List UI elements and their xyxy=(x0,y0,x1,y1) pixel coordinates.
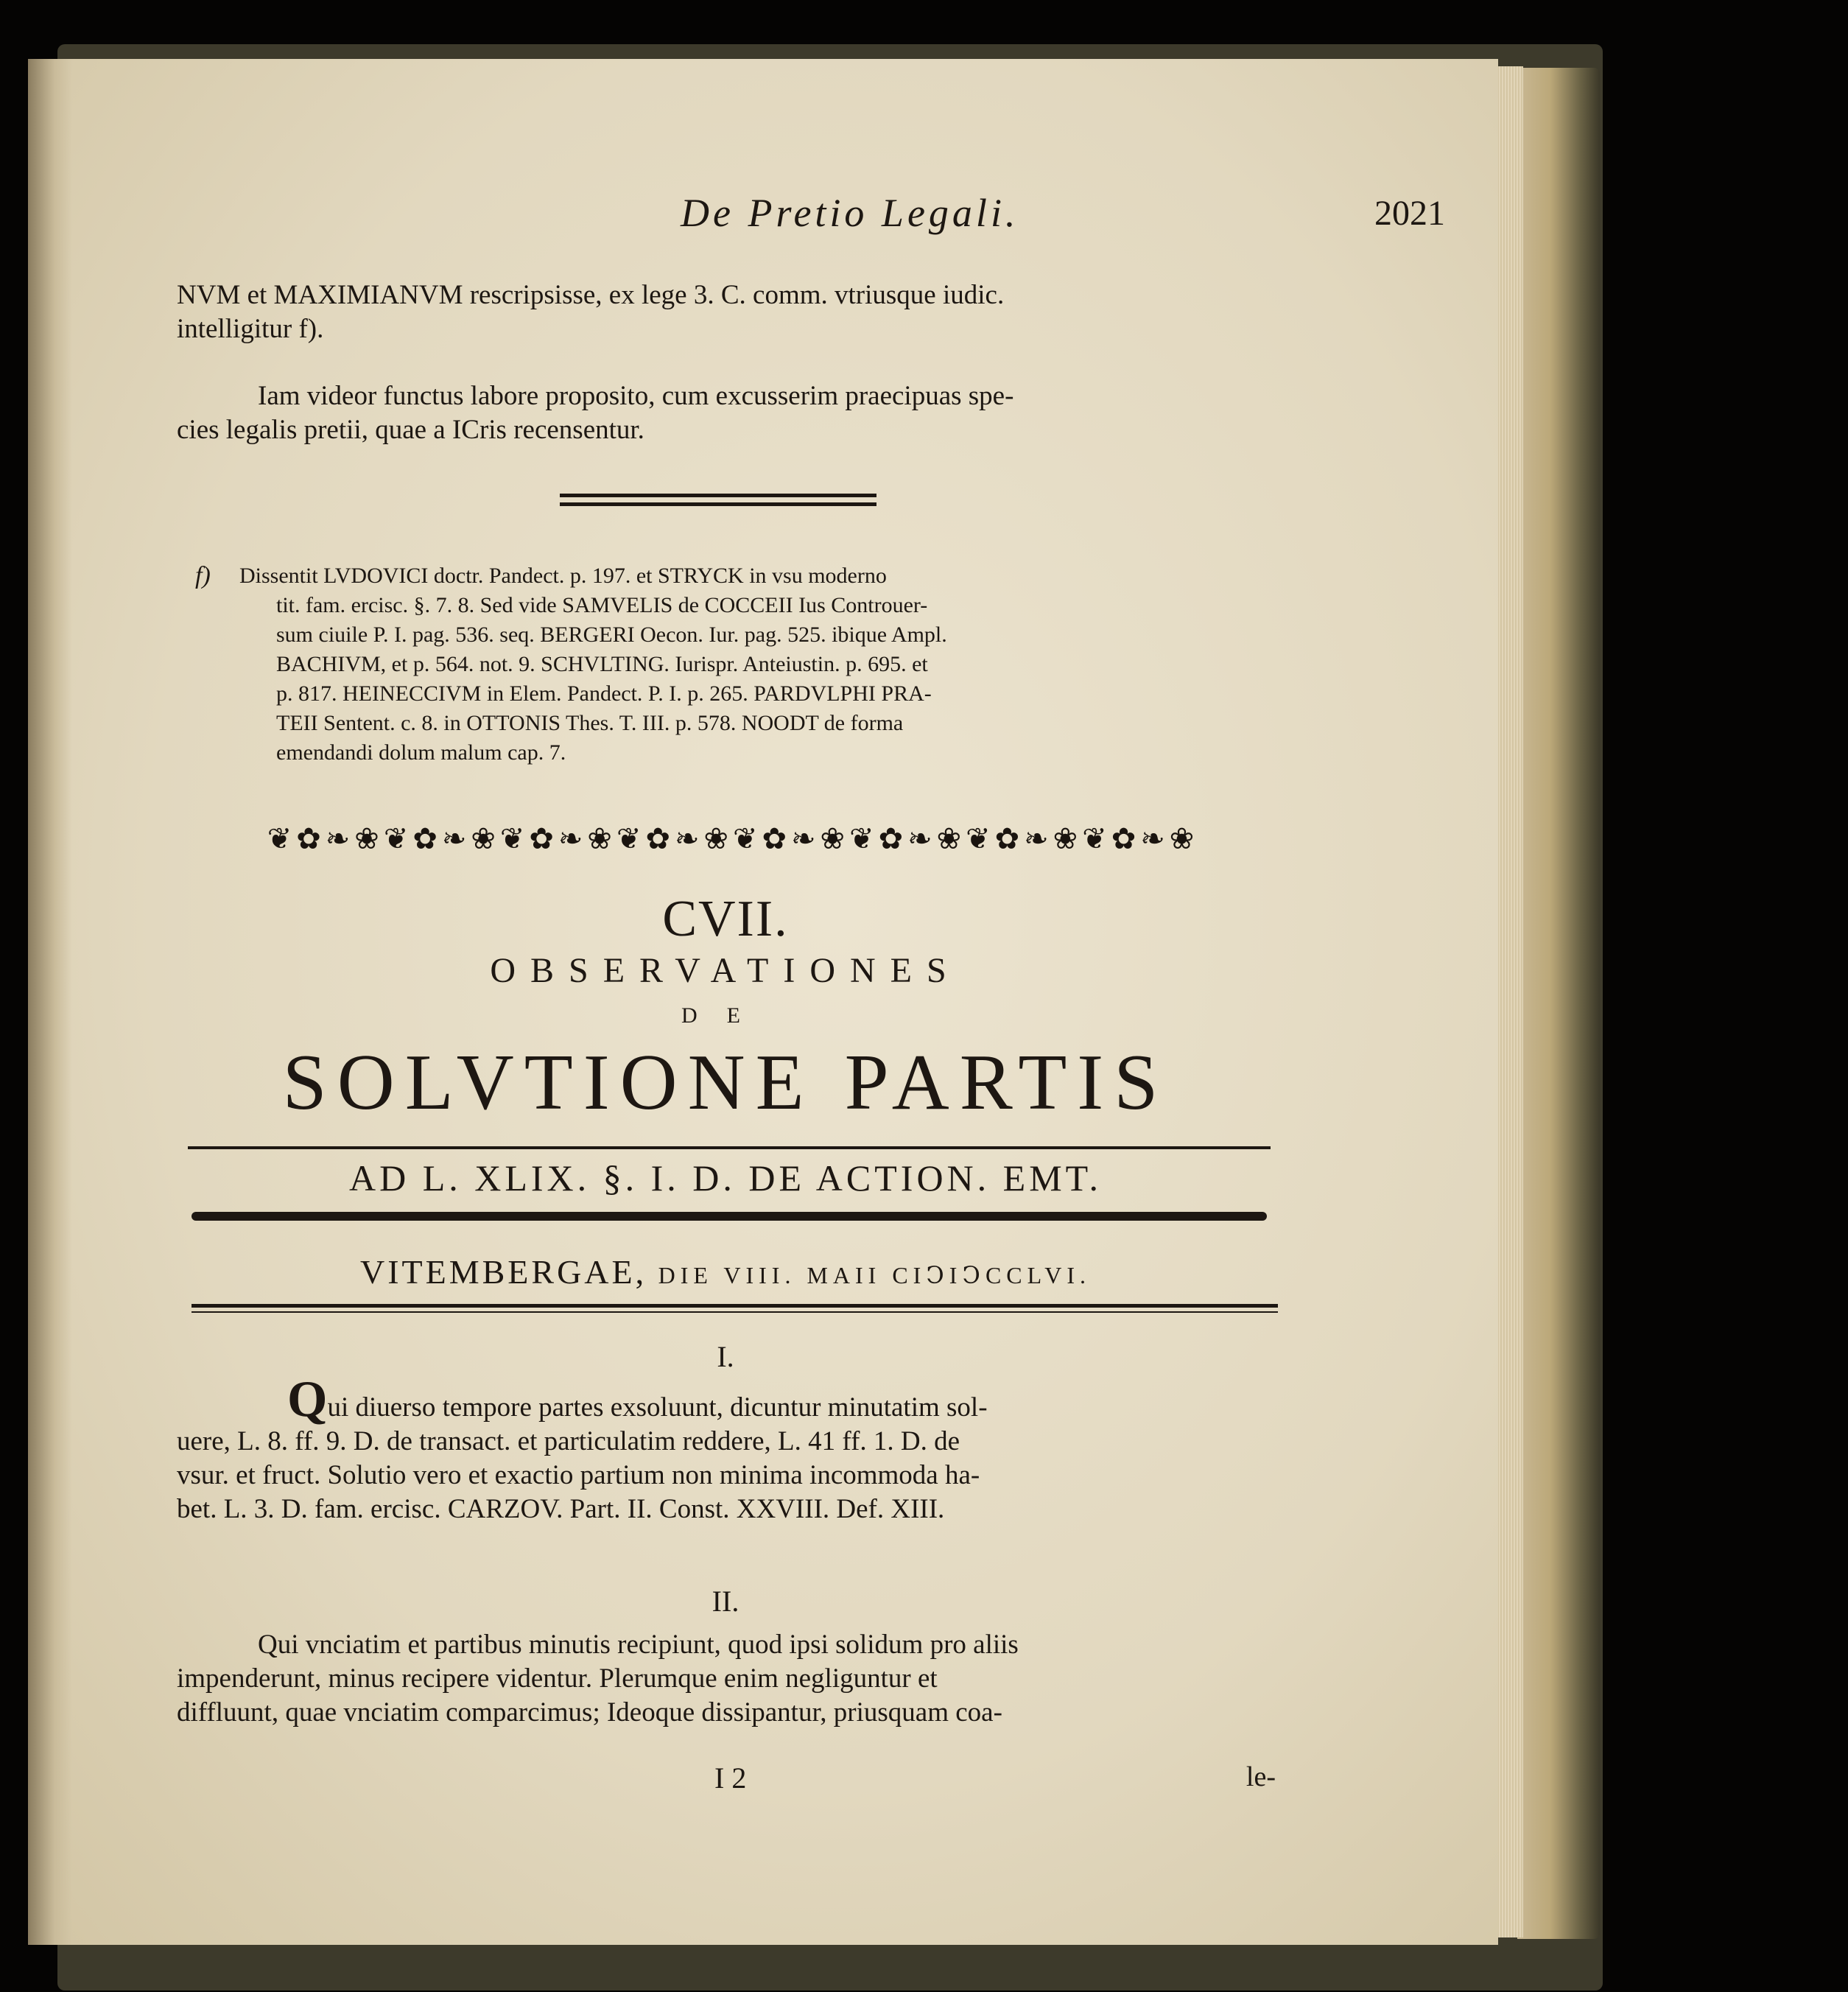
footnote-line: emendandi dolum malum cap. 7. xyxy=(276,740,566,765)
dateline-rule xyxy=(192,1304,1278,1308)
section-number: I. xyxy=(717,1340,734,1373)
closing-paragraph xyxy=(177,379,1274,447)
dateline-date: DIE VIII. MAII CIↃIↃCCLVI. xyxy=(658,1262,1091,1288)
heading-reference: AD L. XLIX. §. I. D. DE ACTION. EMT. xyxy=(348,1157,1103,1199)
text-line: diffluunt, quae vnciatim comparcimus; Ideoque dissipantur, priusquam coa- xyxy=(177,1697,1002,1728)
catchword: le- xyxy=(1246,1761,1276,1792)
dateline xyxy=(177,1252,1274,1291)
text-line: uere, L. 8. ff. 9. D. de transact. et particulatim reddere, L. 41 ff. 1. D. de xyxy=(177,1426,960,1456)
heading-title: SOLVTIONE PARTIS xyxy=(282,1039,1169,1126)
footnote-line: p. 817. HEINECCIVM in Elem. Pandect. P. I. p. 265. PARDVLPHI PRA- xyxy=(276,681,932,706)
page-number: 2021 xyxy=(1374,194,1445,233)
footnote-line: BACHIVM, et p. 564. not. 9. SCHVLTING. Iurispr. Anteiustin. p. 695. et xyxy=(276,652,928,676)
text-line: Qui diuerso tempore partes exsoluunt, dicuntur minutatim sol- xyxy=(287,1371,988,1428)
cover-board-edge xyxy=(1517,68,1600,1939)
observation-number: CVII. xyxy=(662,891,789,947)
footnote-line: Dissentit LVDOVICI doctr. Pandect. p. 197. et STRYCK in vsu moderno xyxy=(239,564,887,588)
section-paragraph xyxy=(177,1371,1274,1526)
footnote-line: TEII Sentent. c. 8. in OTTONIS Thes. T. III. p. 578. NOODT de forma xyxy=(276,711,904,735)
footnote-mark: f) xyxy=(195,562,211,589)
section-number: II. xyxy=(712,1585,739,1618)
heavy-rule xyxy=(192,1212,1267,1221)
text-line: bet. L. 3. D. fam. ercisc. CARZOV. Part. II. Const. XXVIII. Def. XIII. xyxy=(177,1494,945,1524)
running-head-title: De Pretio Legali. xyxy=(681,191,1019,235)
page-gutter xyxy=(28,59,72,1945)
ornamental-band: ❦✿❧❀❦✿❧❀❦✿❧❀❦✿❧❀❦✿❧❀❦✿❧❀❦✿❧❀❦✿❧❀ xyxy=(267,822,1199,856)
signature-mark: I 2 xyxy=(714,1761,747,1795)
footnote xyxy=(195,561,1274,768)
text-line: intelligitur f). xyxy=(177,314,324,344)
section-divider xyxy=(560,494,876,510)
text-line: Qui vnciatim et partibus minutis recipiunt, quod ipsi solidum pro aliis xyxy=(258,1630,1019,1660)
running-head xyxy=(502,190,1445,239)
page-content xyxy=(177,184,1445,1842)
text-line: Iam videor functus labore proposito, cum excusserim praecipuas spe- xyxy=(258,381,1014,411)
text-line: vsur. et fruct. Solutio vero et exactio partium non minima incommoda ha- xyxy=(177,1460,980,1490)
heading-observationes: OBSERVATIONES xyxy=(490,951,961,990)
text-line: NVM et MAXIMIANVM rescripsisse, ex lege 3. C. comm. vtriusque iudic. xyxy=(177,280,1005,310)
dateline-rule-thin xyxy=(192,1311,1278,1313)
text-line: cies legalis pretii, quae a ICris recensentur. xyxy=(177,415,644,445)
footnote-line: tit. fam. ercisc. §. 7. 8. Sed vide SAMVELIS de COCCEII Ius Controuer- xyxy=(276,593,928,617)
dateline-place: VITEMBERGAE, xyxy=(359,1253,647,1291)
drop-capital: Q xyxy=(287,1371,328,1428)
footnote-line: sum ciuile P. I. pag. 536. seq. BERGERI Oecon. Iur. pag. 525. ibique Ampl. xyxy=(276,622,947,647)
text-line: impenderunt, minus recipere videntur. Plerumque enim negliguntur et xyxy=(177,1663,938,1694)
heading-de: DE xyxy=(681,1003,770,1028)
section-paragraph xyxy=(177,1628,1274,1730)
heading-rule xyxy=(188,1146,1271,1149)
intro-paragraph xyxy=(177,278,1274,346)
